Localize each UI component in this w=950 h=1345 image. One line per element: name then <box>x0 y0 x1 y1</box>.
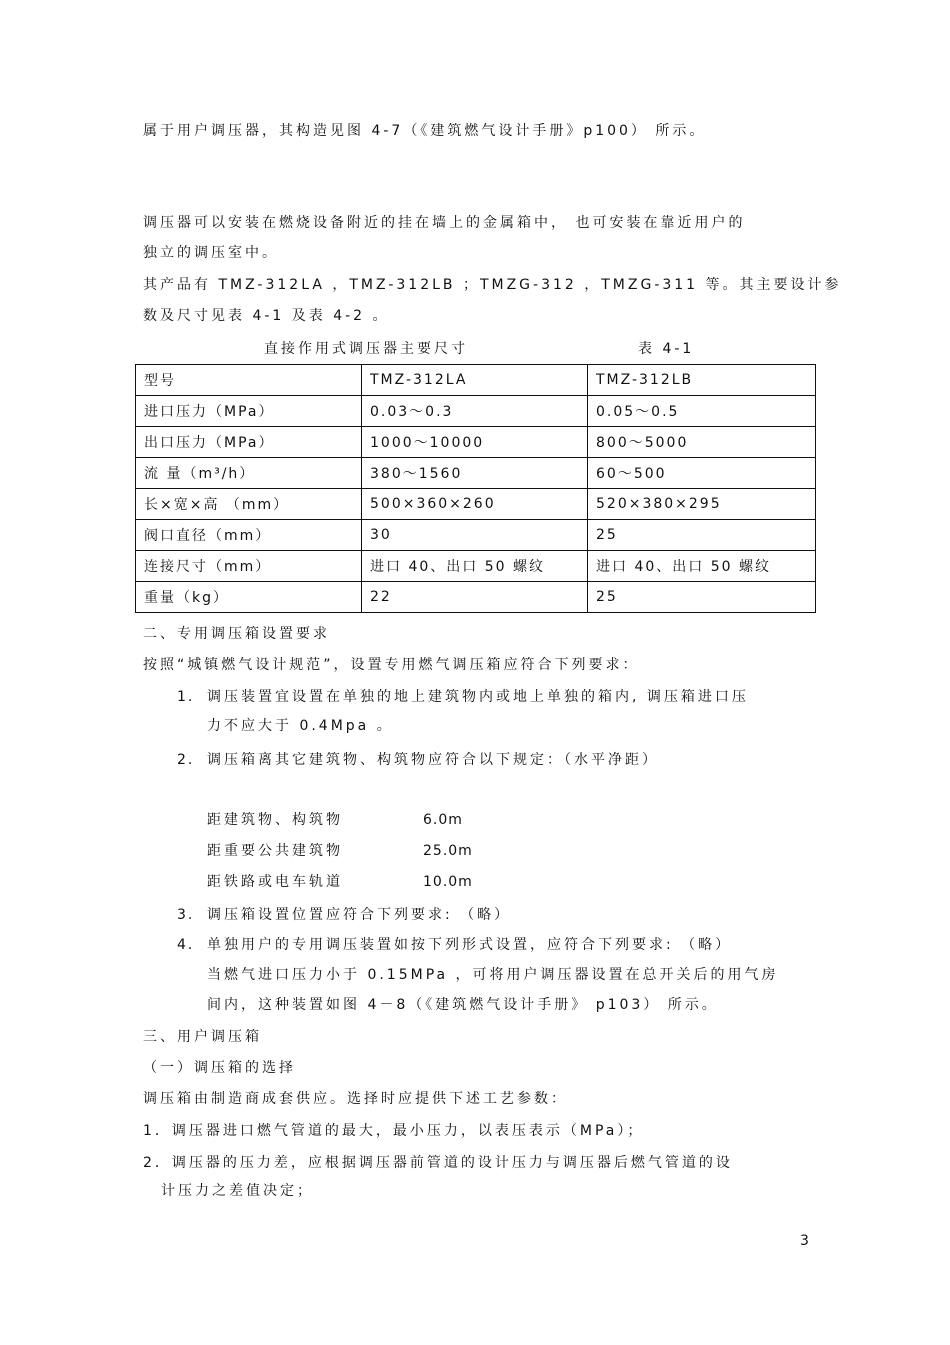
table-cell: 进口 40、出口 50 螺纹 <box>588 551 816 582</box>
distance-value: 10.0m <box>423 874 473 890</box>
item2-text: 调压箱离其它建筑物、构筑物应符合以下规定：（水平净距） <box>207 752 659 768</box>
table-cell: 25 <box>588 520 816 551</box>
table-row-label: 流 量（m³/h） <box>136 458 362 489</box>
item1-number: 1. <box>177 689 195 705</box>
table-cell: 500×360×260 <box>362 489 588 520</box>
table-cell: 25 <box>588 582 816 613</box>
table-cell: 520×380×295 <box>588 489 816 520</box>
table-row <box>136 458 816 489</box>
item4-number: 4. <box>177 937 195 953</box>
distance-value: 6.0m <box>423 812 463 828</box>
table-cell: 380～1560 <box>362 458 588 489</box>
table-row <box>136 582 816 613</box>
section2-heading: 二、专用调压箱设置要求 <box>143 626 330 642</box>
distance-value: 25.0m <box>423 843 473 859</box>
item1-text-line2: 力不应大于 0.4Mpa 。 <box>207 718 394 734</box>
item1-text-line1: 调压装置宜设置在单独的地上建筑物内或地上单独的箱内, 调压箱进口压 <box>207 689 749 705</box>
item3-text: 调压箱设置位置应符合下列要求: （略） <box>207 907 512 923</box>
table-cell: 30 <box>362 520 588 551</box>
distance-label: 距铁路或电车轨道 <box>207 874 343 890</box>
page-number: 3 <box>800 1233 809 1249</box>
table-row <box>136 489 816 520</box>
section3-item2-line2: 计压力之差值决定； <box>161 1183 314 1199</box>
item4-text-line3: 间内，这种装置如图 4－8（《建筑燃气设计手册》 p103） 所示。 <box>207 997 719 1013</box>
item4-text-line1: 单独用户的专用调压装置如按下列形式设置，应符合下列要求: （略） <box>207 937 733 953</box>
section3-subheading: （一）调压箱的选择 <box>143 1060 296 1076</box>
table-cell: 进口 40、出口 50 螺纹 <box>362 551 588 582</box>
table-caption: 直接作用式调压器主要尺寸 <box>264 341 468 357</box>
table-row-label: 出口压力（MPa） <box>136 427 362 458</box>
section3-intro: 调压箱由制造商成套供应。选择时应提供下述工艺参数： <box>143 1091 568 1107</box>
table-cell: TMZ-312LA <box>362 365 588 396</box>
paragraph-install-line2: 独立的调压室中。 <box>143 245 279 261</box>
table-row <box>136 427 816 458</box>
table-cell: 1000～10000 <box>362 427 588 458</box>
paragraph-products-line2: 数及尺寸见表 4-1 及表 4-2 。 <box>143 308 390 324</box>
spec-table <box>135 364 816 613</box>
table-cell: TMZ-312LB <box>588 365 816 396</box>
table-cell: 60～500 <box>588 458 816 489</box>
distance-label: 距重要公共建筑物 <box>207 843 343 859</box>
table-cell: 0.05～0.5 <box>588 396 816 427</box>
table-row <box>136 365 816 396</box>
table-row <box>136 520 816 551</box>
table-row-label: 进口压力（MPa） <box>136 396 362 427</box>
item4-text-line2: 当燃气进口压力小于 0.15MPa ，可将用户调压器设置在总开关后的用气房 <box>207 967 779 983</box>
paragraph-intro: 属于用户调压器，其构造见图 4-7（《建筑燃气设计手册》p100） 所示。 <box>143 123 707 139</box>
paragraph-products-line1: 其产品有 TMZ-312LA ，TMZ-312LB ；TMZG-312 ，TMZG-311 等。其主要设计参 <box>143 277 842 293</box>
table-cell: 0.03～0.3 <box>362 396 588 427</box>
section3-item2-line1: 2．调压器的压力差，应根据调压器前管道的设计压力与调压器后燃气管道的设 <box>143 1155 733 1171</box>
item3-number: 3. <box>177 907 195 923</box>
section2-intro: 按照“城镇燃气设计规范”，设置专用燃气调压箱应符合下列要求： <box>143 657 640 673</box>
spec-table-body <box>136 365 816 613</box>
section3-item1: 1．调压器进口燃气管道的最大，最小压力，以表压表示（MPa）； <box>143 1123 645 1139</box>
table-row-label: 连接尺寸（mm） <box>136 551 362 582</box>
table-row-label: 重量（kg） <box>136 582 362 613</box>
table-row-label: 长×宽×高 （mm） <box>136 489 362 520</box>
distance-label: 距建筑物、构筑物 <box>207 812 343 828</box>
table-row-label: 型号 <box>136 365 362 396</box>
table-cell: 800～5000 <box>588 427 816 458</box>
table-row <box>136 396 816 427</box>
item2-number: 2. <box>177 752 195 768</box>
paragraph-install-line1: 调压器可以安装在燃烧设备附近的挂在墙上的金属箱中， 也可安装在靠近用户的 <box>143 215 746 231</box>
table-number: 表 4-1 <box>638 341 695 357</box>
table-row <box>136 551 816 582</box>
section3-heading: 三、用户调压箱 <box>143 1029 262 1045</box>
table-row-label: 阀口直径（mm） <box>136 520 362 551</box>
table-cell: 22 <box>362 582 588 613</box>
